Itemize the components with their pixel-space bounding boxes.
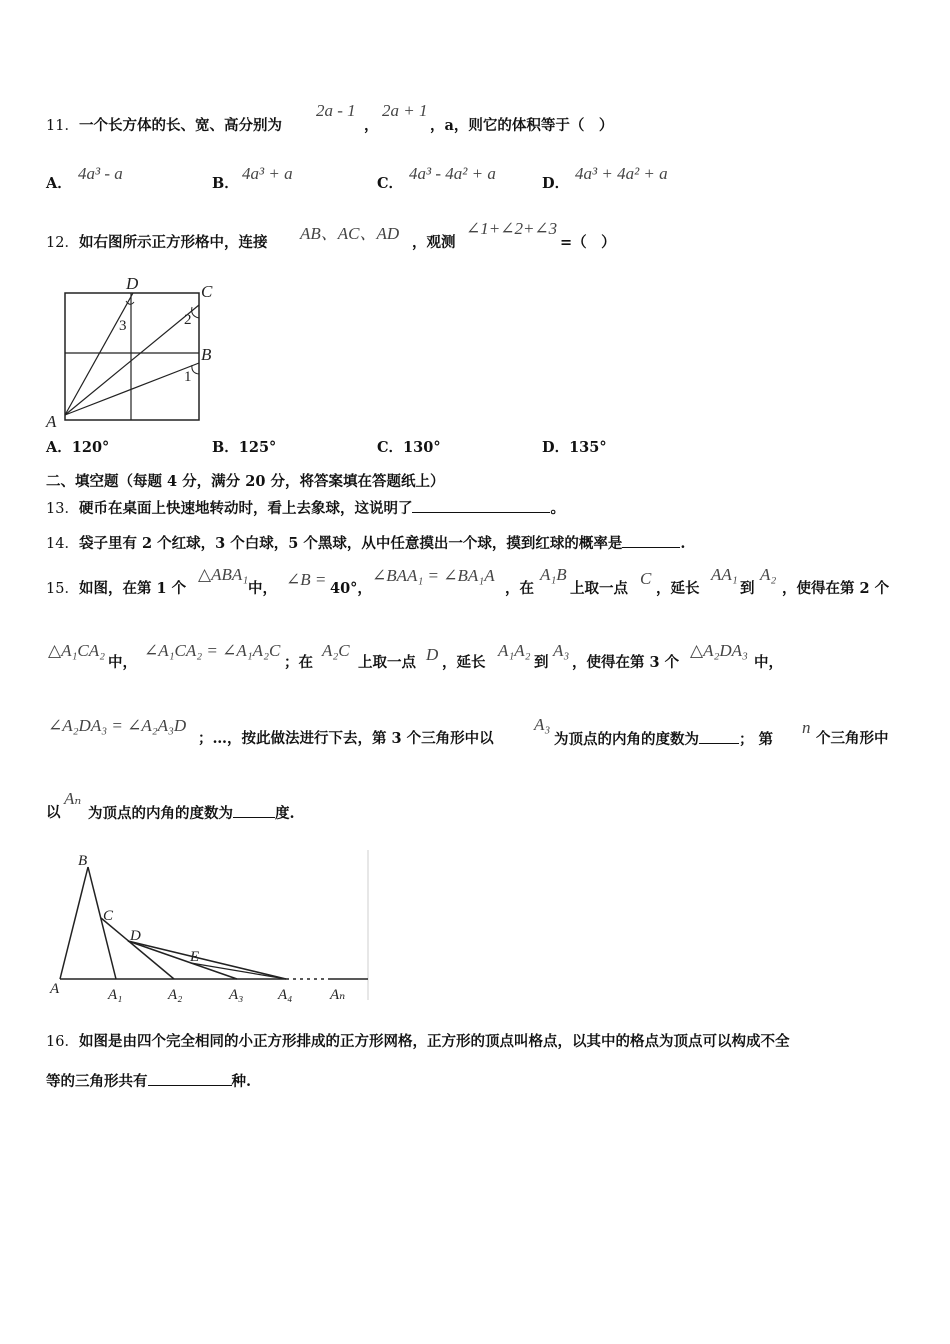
q12-outer-square [65, 293, 199, 420]
q12-grid-figure [40, 270, 230, 430]
q11-expr-width: 2a + 1 [382, 101, 428, 120]
q12-label-a: A [46, 412, 57, 430]
q15-l2a: 中， [108, 654, 137, 671]
q15-triangle3: △A₂DA₃ [690, 641, 748, 660]
q11-option-a-expr: 4a³ - a [78, 164, 123, 183]
q15-angle-b: ∠B = [286, 570, 327, 589]
q15-angle-eq2: ∠A₁CA₂ = ∠A₁A₂C [144, 641, 281, 660]
q15-l1a: 如图，在第 1 个 [78, 580, 187, 597]
q15-l2g: 中， [754, 654, 783, 671]
q12-option-c [377, 438, 441, 458]
q15-l1c: 40°， [330, 580, 372, 597]
q15-segment-ea4 [191, 963, 286, 979]
q15-label-a: A [50, 981, 60, 997]
q15-seg-a1b: A₁B [540, 565, 567, 584]
q12-expr-segments: AB、AC、AD [300, 224, 400, 243]
q15-line1-start [46, 579, 186, 599]
q16-line2 [46, 1071, 251, 1092]
q15-l1g: 到 [740, 580, 755, 597]
q11-text: 一个长方体的长、宽、高分别为 [78, 117, 282, 134]
q12-mid: ，观测 [412, 234, 456, 251]
q15-point-a3: A₃ [553, 641, 570, 660]
q12-expr-angles: ∠1+∠2+∠3 [466, 219, 558, 238]
q11-stem [46, 116, 282, 136]
q12-segment-ac [65, 305, 199, 415]
q16-number: 16． [46, 1034, 79, 1050]
q15-label-b: B [78, 853, 88, 869]
q15-triangle1: △ABA₁ [198, 565, 249, 584]
q12-option-a-value: 120° [71, 439, 110, 456]
q11-tail: ，a，则它的体积等于（ ） [430, 117, 614, 134]
q14 [46, 533, 685, 554]
q15-l2b: ；在 [284, 654, 313, 671]
q13-answer-blank[interactable] [412, 498, 550, 513]
q15-point-d: D [426, 645, 439, 664]
q15-l3a: ；…，按此做法进行下去，第 3 个三角形中以 [198, 730, 494, 747]
q16-text2: 等的三角形共有 [46, 1073, 148, 1090]
q12-segment-ab [65, 363, 199, 415]
q14-text: 袋子里有 2 个红球，3 个白球，5 个黑球，从中任意摸出一个球，摸到红球的概率是 [78, 535, 623, 552]
q13 [46, 498, 565, 519]
q15-angle-eq3: ∠A₂DA₃ = ∠A₂A₃D [48, 716, 187, 735]
q15-l4b: 为顶点的内角的度数为 [88, 805, 233, 822]
q15-label-e: E [190, 949, 200, 965]
q12-label-c: C [201, 282, 213, 301]
q16-answer-blank[interactable] [148, 1071, 232, 1086]
q12-label-angle1: 1 [184, 369, 192, 385]
q15-number: 15． [46, 581, 79, 597]
q11-option-c-label: C． [377, 175, 404, 192]
q12-option-b-label: B． [212, 439, 239, 456]
q14-answer-blank[interactable] [622, 533, 680, 548]
q12-stem [46, 233, 267, 253]
q15-point-c: C [640, 569, 652, 588]
q15-label-a3: A₃ [229, 987, 244, 1003]
q15-l2c: 上取一点 [358, 654, 416, 671]
q15-l2d: ，延长 [442, 654, 486, 671]
q11-number: 11． [46, 118, 79, 134]
q12-label-b: B [201, 345, 212, 364]
q15-l3c: ； 第 [739, 731, 774, 748]
q15-answer-blank-2[interactable] [233, 803, 275, 818]
q11-expr-length: 2a - 1 [316, 101, 356, 120]
q15-l1b: 中， [248, 580, 277, 597]
q15-answer-blank-1[interactable] [699, 729, 739, 744]
q12-option-a [46, 438, 109, 458]
q12-option-a-label: A． [46, 439, 72, 456]
q16-text1: 如图是由四个完全相同的小正方形排成的正方形网格，正方形的顶点叫格点，以其中的格点为顶点可以构成不全 [78, 1033, 790, 1050]
q12-label-angle2: 2 [184, 312, 192, 328]
q15-label-a2: A₂ [168, 987, 183, 1003]
q12-number: 12． [46, 235, 79, 251]
q15-label-d: D [130, 928, 141, 944]
q15-l3b: 为顶点的内角的度数为 [554, 731, 699, 748]
q11-option-c-expr: 4a³ - 4a² + a [409, 164, 496, 183]
q15-l1d: ，在 [505, 580, 534, 597]
q12-angle1-arc [192, 365, 199, 374]
q11-option-a-label: A． [46, 175, 72, 192]
q13-number: 13． [46, 501, 79, 517]
q15-seg-aa1: AA₁ [711, 565, 738, 584]
q15-l4a: 以 [46, 804, 61, 821]
q12-option-d-value: 135° [569, 439, 607, 456]
q14-number: 14． [46, 536, 79, 552]
q15-triangle-figure [44, 845, 374, 1005]
q15-vertex-an: Aₙ [64, 789, 82, 808]
q12-option-d-label: D． [542, 439, 570, 456]
q16-tail: 种. [231, 1073, 252, 1090]
q12-option-b [212, 438, 276, 458]
q15-label-c: C [103, 908, 114, 924]
q15-l3d: 个三角形中 [816, 730, 889, 747]
q15-triangle2: △A₁CA₂ [48, 641, 106, 660]
q15-segment-ab [60, 867, 88, 979]
q15-segment-da3 [128, 941, 237, 979]
q15-point-a2: A₂ [760, 565, 777, 584]
q15-l1f: ，延长 [656, 580, 700, 597]
q12-label-angle3: 3 [119, 318, 127, 334]
q11-option-d-label: D． [542, 175, 570, 192]
q11-comma: ， [364, 117, 379, 134]
q11-option-d-expr: 4a³ + 4a² + a [575, 164, 668, 183]
q15-l2e: 到 [534, 654, 549, 671]
q15-l1h: ，使得在第 2 个 [782, 580, 890, 597]
q11-option-b-label: B． [212, 175, 239, 192]
q12-label-d: D [126, 274, 139, 293]
q15-seg-a1a2: A₁A₂ [498, 641, 531, 660]
q12-text: 如右图所示正方形格中，连接 [78, 234, 268, 251]
q15-label-a4: A₄ [278, 987, 293, 1003]
q15-seg-a2c: A₂C [322, 641, 350, 660]
q12-tail: =（ ） [560, 234, 616, 251]
q13-text: 硬币在桌面上快速地转动时，看上去象球，这说明了 [78, 500, 413, 517]
q15-angle-eq1: ∠BAA₁ = ∠BA₁A [372, 566, 495, 585]
section2-heading: 二、填空题（每题 4 分，满分 20 分，将答案填在答题纸上） [46, 473, 445, 490]
q12-segment-ad [65, 293, 133, 415]
q15-l1e: 上取一点 [570, 580, 628, 597]
q13-tail: 。 [550, 500, 565, 517]
q15-var-n: n [802, 718, 811, 737]
q15-vertex-a3: A₃ [534, 715, 551, 734]
q12-option-b-value: 125° [238, 439, 277, 456]
q15-label-an: Aₙ [330, 987, 346, 1003]
q12-option-d [542, 438, 607, 458]
q16-line1 [46, 1032, 789, 1052]
q12-option-c-value: 130° [403, 439, 441, 456]
q15-l4c: 度. [275, 805, 295, 822]
q15-l4-group [88, 803, 295, 824]
q15-label-a1: A₁ [108, 987, 123, 1003]
q15-l2f: ，使得在第 3 个 [572, 654, 680, 671]
q11-option-b-expr: 4a³ + a [242, 164, 293, 183]
q14-tail: . [680, 535, 686, 552]
q12-option-c-label: C． [377, 439, 404, 456]
q15-l3b-group [554, 729, 773, 750]
